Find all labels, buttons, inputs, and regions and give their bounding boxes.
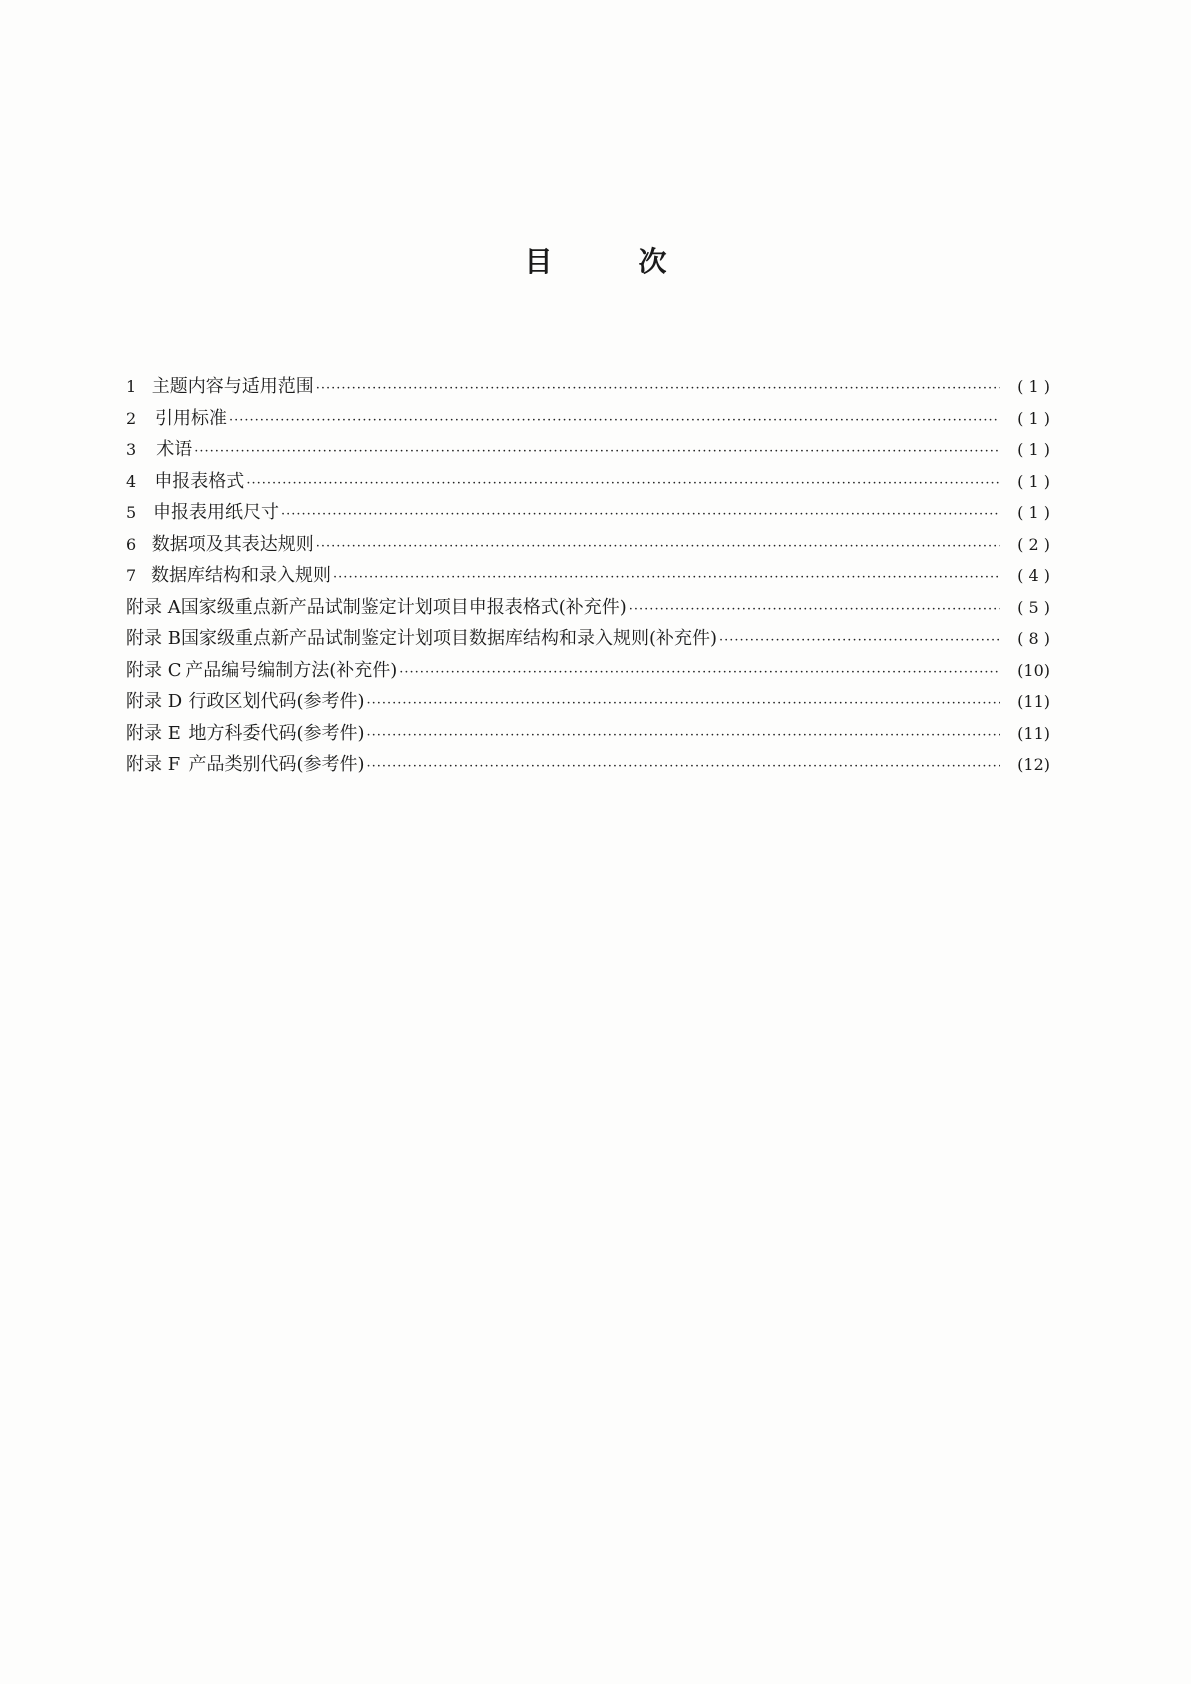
toc-entry-page: (11) [1017,692,1050,711]
toc-entry-page: ( 1 ) [1017,377,1050,396]
toc-entry-appendix-c[interactable] [126,656,1050,688]
leader-dots [194,444,1000,459]
toc-entry-label: 申报表格式 [154,470,245,492]
toc-entry-page: ( 1 ) [1017,471,1050,491]
toc-entry-appendix-a[interactable] [126,593,1050,625]
leader-dots [281,507,1000,522]
toc-entry-7[interactable] [126,561,1050,593]
toc-entry-number: 5 [126,503,137,522]
table-of-contents [126,372,1050,782]
leader-dots [367,728,1001,743]
leader-dots [246,476,1000,491]
toc-entry-appendix-f[interactable] [126,750,1050,782]
leader-dots [229,413,1000,428]
toc-entry-page: ( 1 ) [1017,408,1050,428]
toc-entry-3[interactable] [126,435,1050,467]
toc-entry-label: 产品类别代码(参考件) [188,754,365,775]
toc-entry-page: ( 1 ) [1017,440,1050,459]
toc-entry-label: 行政区划代码(参考件) [188,691,365,712]
toc-entry-page: (12) [1017,755,1050,774]
toc-entry-page: ( 1 ) [1017,503,1050,522]
leader-dots [316,381,1000,396]
toc-entry-label: 国家级重点新产品试制鉴定计划项目数据库结构和录入规则(补充件) [180,628,717,649]
title-char-2: 次 [638,245,667,278]
toc-entry-page: ( 2 ) [1017,534,1050,554]
toc-entry-label: 主题内容与适用范围 [151,376,314,397]
toc-entry-number: 附录 F [126,754,181,775]
leader-dots [367,759,1001,774]
toc-entry-number: 7 [126,566,137,585]
toc-entry-label: 引用标准 [154,407,227,429]
toc-entry-page: ( 4 ) [1017,566,1050,585]
leader-dots [367,696,1001,711]
toc-entry-number: 附录 D [126,691,183,712]
leader-dots [629,602,1000,617]
toc-entry-page: (10) [1017,660,1050,680]
page-title [0,240,1191,280]
toc-entry-6[interactable] [126,530,1050,562]
toc-entry-4[interactable] [126,467,1050,499]
toc-entry-appendix-e[interactable] [126,719,1050,751]
toc-entry-number: 附录 B [126,628,181,649]
toc-entry-number: 附录 A [126,596,181,618]
toc-entry-number: 附录 C [126,659,182,681]
toc-entry-2[interactable] [126,404,1050,436]
toc-entry-appendix-d[interactable] [126,687,1050,719]
toc-entry-label: 申报表用纸尺寸 [153,502,279,523]
toc-entry-number: 6 [126,534,137,554]
leader-dots [316,539,1000,554]
toc-entry-page: (11) [1017,723,1050,743]
toc-entry-label: 地方科委代码(参考件) [188,722,365,744]
toc-entry-1[interactable] [126,372,1050,404]
toc-entry-label: 数据库结构和录入规则 [151,565,332,586]
leader-dots [719,633,1000,648]
toc-entry-label: 术语 [156,439,193,460]
toc-entry-number: 4 [126,471,137,491]
toc-entry-label: 数据项及其表达规则 [151,533,314,555]
toc-entry-number: 3 [126,440,137,459]
toc-entry-5[interactable] [126,498,1050,530]
toc-entry-page: ( 5 ) [1017,597,1050,617]
toc-entry-label: 国家级重点新产品试制鉴定计划项目申报表格式(补充件) [180,596,627,618]
toc-entry-label: 产品编号编制方法(补充件) [185,659,398,681]
leader-dots [333,570,1000,585]
toc-entry-page: ( 8 ) [1017,629,1050,648]
title-char-1: 目 [524,245,553,278]
toc-entry-number: 附录 E [126,722,181,744]
leader-dots [399,665,1000,680]
toc-entry-number: 2 [126,408,137,428]
toc-entry-appendix-b[interactable] [126,624,1050,656]
toc-entry-number: 1 [126,377,137,396]
